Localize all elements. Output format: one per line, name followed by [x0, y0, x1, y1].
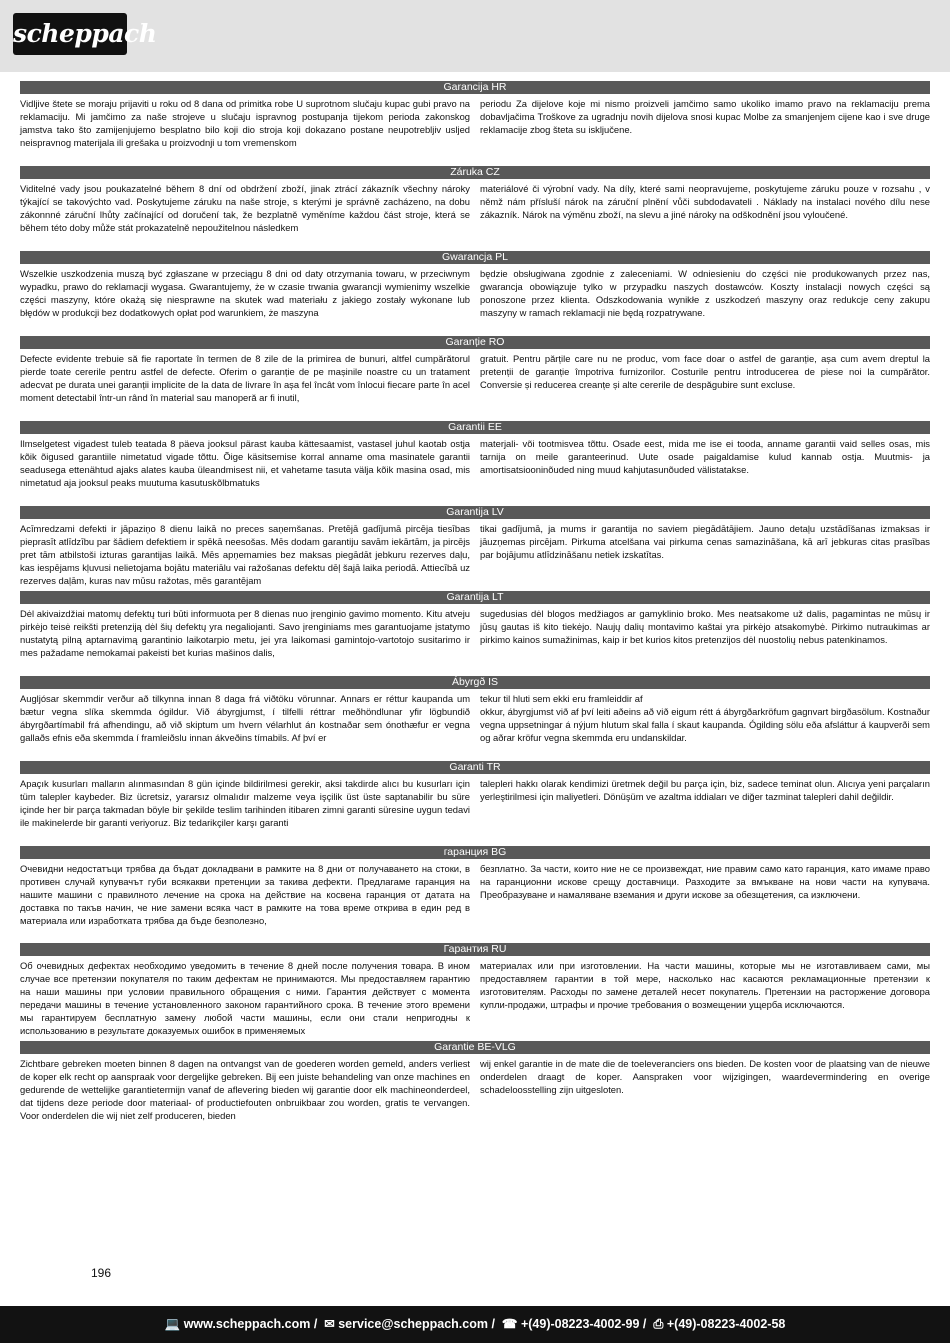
section-cz [20, 166, 930, 234]
section-text-right: będzie obsługiwana zgodnie z zaleceniami. W odniesieniu do części nie produkowanych przez nas, gwarancja obowiązuje tylko w przypadku naszych dostawców. Koszty instalacji nowych części są ponoszone przez klienta. Odszkodowania wynikłe z uszkodzeń maszyny oraz redukcje ceny zakupu maszyny w ramach reklamacji nie będą rozpatrywane. [480, 268, 930, 318]
section-ee [20, 421, 930, 489]
section-tr [20, 761, 930, 829]
fax-icon: ⎙ [653, 1317, 664, 1331]
section-ro [20, 336, 930, 404]
section-lt [20, 591, 930, 659]
section-ru [20, 943, 930, 1037]
section-title: Gwarancja PL [20, 251, 930, 264]
section-text-right: periodu Za dijelove koje mi nismo proizveli jamčimo samo ukoliko imamo pravo na reklamaciju prema dobavljačima Troškove za ugradnju novih dijelova snosi kupac Molbe za smanjenjem cijene kao i sve druge reklamacije zbog šteta su isključene. [480, 98, 930, 135]
section-title: Garantie BE-VLG [20, 1041, 930, 1054]
section-title: Ábyrgð IS [20, 676, 930, 689]
section-bg [20, 846, 930, 927]
section-text-left: Dėl akivaizdžiai matomų defektų turi būti informuota per 8 dienas nuo įrenginio gavimo momento. Kitu atveju pirkėjo teisė reikšti pretenziją dėl šių defektų yra negaliojanti. Savo įrenginiams mes garantuojame įstatymo nustatytą pilną aptarnavimą garantinio laikotarpio metu, jei yra laikomasi gamintojo-vartotojo susitarimo ir mes pažadame nemokamai pakeisti bet kurias mašinos dalis, [20, 608, 470, 658]
section-text-right: sugedusias dėl blogos medžiagos ar gamyklinio broko. Mes neatsakome už dalis, pagamintas ne mūsų ir jūsų gautas iš kito tiekėjo. Naujų dalių montavimo kaštai yra pirkėjo atsakomybė. Pirkimo nutraukimas ar pirkimo kainos sumažinimas, kaip ir bet kurios kitos pretenzijos dėl nuostolių nebus patenkinamos. [480, 608, 930, 645]
section-text-right: материалах или при изготовлении. На части машины, которые мы не изготавливаем сами, мы предоставляем гарантии в той мере, насколько нас касаются рекламационные претензии к изготовителям. Расходы по замене деталей несет покупатель. Претензии на расторжение договора купли-продажи, штрафы и прочие требования о возмещении ущерба исключаются. [480, 960, 930, 1010]
section-title: Garanție RO [20, 336, 930, 349]
section-title: Garantija LT [20, 591, 930, 604]
section-text-right: materiálové či výrobní vady. Na díly, které sami neopravujeme, poskytujeme záruku pouze v rozsahu , v němž nám přísluší nárok na záruční plnění vůči subdodavateli . Náklady na instalaci nového dílu nese zákazník. Nárok na výměnu zboží, na slevu a jiné nároky na odškodnění jsou vyloučené. [480, 183, 930, 220]
section-text-right: talepleri hakkı olarak kendimizi üretmek değil bu parça için, biz, sadece teminat olun. Alıcıya yeni parçaların yerleştirilmesi için maliyetleri. Dönüşüm ve azaltma iddiaları ve diğer tazminat talepleri dahil değildir. [480, 778, 930, 802]
section-text-right: tikai gadījumā, ja mums ir garantija no saviem piegādātājiem. Jauno detaļu uzstādīšanas izmaksas ir jāuzņemas pircējam. Pirkuma atcelšana vai pirkuma cenas samazināšana, kā arī jebkuras citas prasības par bojājumu atlīdzināšanu netiek izskatītas. [480, 523, 930, 560]
section-text-left: Очевидни недостатъци трябва да бъдат докладвани в рамките на 8 дни от получаването на стоки, в противен случай купувачът губи всякакви претенции за такива дефекти. Предлагаме гаранция на нашите машини с правилното лечение на срока на действие на косвена гаранция от датата на доставка по такъв начин, че ние замени всяка част в рамките на това време открива в един ред в материала или изработката трябва да бъде безполезно, [20, 863, 470, 926]
section-title: Гарантия RU [20, 943, 930, 956]
section-text-left: Ilmselgetest vigadest tuleb teatada 8 päeva jooksul pärast kauba kättesaamist, vastasel juhul kaotab ostja kõik õigused garantiile nimetatud vigade tõttu. Õige käsitsemise korral anname oma masinatele garantii seadusega ettenähtud ajaks alates kauba üleandmisest nii, et vahetame tasuta välja kõik masina osad, mis nimetatud aja jooksul peaks muutuma kasutuskõlbmatuks [20, 438, 470, 488]
envelope-icon: ✉ [324, 1317, 335, 1331]
page-number: 196 [91, 1266, 112, 1280]
scheppach-logo: scheppach [13, 13, 127, 55]
section-text-left: Viditelné vady jsou poukazatelné během 8 dní od obdržení zboží, jinak ztrácí zákazník všechny nároky týkající se takovýchto vad. Poskytujeme záruku na naše stroje, s kterými je správně zacházeno, na dobu zákonnné záruční lhůty začínající od doručení tak, že bezplatně vyměníme každou část stroje, která se během této doby může stát prokazatelně nepoužitelnou následkem [20, 183, 470, 233]
section-be-vlg [20, 1041, 930, 1122]
section-text-left: Acīmredzami defekti ir jāpaziņo 8 dienu laikā no preces saņemšanas. Pretējā gadījumā pircēja tiesības pieprasīt atlīdzību par šādiem defektiem ir spēkā neesošas. Mēs dodam garantiju savām iekārtām, ja pircējs pret tām atbilstoši izturas garantijas laikā. Mēs apņemamies bez maksas piegādāt jebkuru rezerves daļu, kas iespējams kļuvusi nelietojama bojātu materiālu vai ražošanas defektu dēļ šajā laika periodā. Attiecībā uz rezerves daļām, kuras nav mūsu ražotas, mēs garantējam [20, 523, 470, 586]
section-text-left: Zichtbare gebreken moeten binnen 8 dagen na ontvangst van de goederen worden gemeld, anders verliest de koper elk recht op aanspraak voor dergelijke gebreken. Bij een juiste behandeling van onze machines en gedurende de wettelijke garantietermijn vanaf de aflevering bieden wij garantie door elk machineonderdeel, dat tijdens deze periode door materiaal- of productiefouten onbruikbaar zou worden, gratis te vervangen. Voor onderdelen die wij niet zelf produceren, bieden [20, 1058, 470, 1121]
phone-icon: ☎ [501, 1317, 518, 1331]
section-text-right: tekur til hluti sem ekki eru framleiddir af okkur, ábyrgjumst við af því leiti aðeins að við eigum rétt á ábyrgðarkröfum gagnvart birgðasölum. Kostnaður vegna uppsetningar á nýjum hlutum skal falla í skaut kaupanda. Ógilding sölu eða afsláttur á kaupverði sem og aðrar kröfur vegna skemmda eru undanskildar. [480, 693, 930, 743]
section-title: Garanti TR [20, 761, 930, 774]
computer-icon: 💻 [164, 1317, 181, 1331]
separator: / [310, 1317, 321, 1331]
section-lv [20, 506, 930, 587]
email-link[interactable]: service@scheppach.com [338, 1317, 488, 1331]
section-hr [20, 81, 930, 149]
separator: / [487, 1317, 499, 1331]
section-title: Garantii EE [20, 421, 930, 434]
website-link[interactable]: www.scheppach.com [183, 1317, 311, 1331]
page-footer [0, 1306, 950, 1343]
section-title: Garancija HR [20, 81, 930, 94]
section-text-right: materjali- või tootmisvea tõttu. Osade eest, mida me ise ei tooda, anname garantii vaid selles osas, mis tarnija on meile garanteerinud. Uute osade paigaldamise kulud kannab ostja. Muutmis- ja amortisatsiooninõuded ning muud kahjutasunõuded välistatakse. [480, 438, 930, 475]
section-text-left: Об очевидных дефектах необходимо уведомить в течение 8 дней после получения товара. В ином случае все претензии покупателя по таким дефектам не принимаются. Мы предоставляем гарантию на наши машины при условии правильного обращения с ними. Гарантия действует с момента передачи машины в течение установленного законом гарантийного срока. В течение этого времени мы гарантируем бесплатную замену любой части машины, если они стали непригодны к использованию в результате доказуемых ошибок в применяемых [20, 960, 470, 1036]
section-title: Garantija LV [20, 506, 930, 519]
section-title: гаранция BG [20, 846, 930, 859]
section-is [20, 676, 930, 744]
section-text-right: wij enkel garantie in de mate die de toeleveranciers ons bieden. De kosten voor de plaatsing van de nieuwe onderdelen draagt de koper. Aanspraken voor wijzigingen, waardevermindering en overige schadeloosstelling zijn uitgesloten. [480, 1058, 930, 1095]
section-text-right: gratuit. Pentru părțile care nu ne produc, vom face doar o astfel de garanție, așa cum avem dreptul la pretenții de garanție împotriva furnizorilor. Costurile pentru introducerea de piese noi la cumpărător. Conversie și reducerea creanțe și alte cererile de despăgubire sunt excluse. [480, 353, 930, 390]
section-pl [20, 251, 930, 319]
section-text-left: Apaçık kusurları malların alınmasından 8 gün içinde bildirilmesi gerekir, aksi takdirde alıcı bu kusurları için tüm talepler kaybeder. Biz ücretsiz, yararsız olmalıdır malzeme veya işçilik üst üste saptanabilir bu süre içinde her bir parça takmadan böyle bir şekilde teslim tarihinden itibaren zimni garanti süresine uygun tedavi ile makinelerde bir garanti veriyoruz. Biz tedarikçiler karşı garanti [20, 778, 470, 828]
page-header [0, 0, 950, 72]
section-text-right: безплатно. За части, които ние не се произвеждат, ние правим само като гаранция, като имаме право на гаранционни искове срещу доставчици. Разходите за вмъкване на нови части на купувача. Преобразуване и намаляване вземания и други искове за обезщетения, са изключени. [480, 863, 930, 900]
separator: / [639, 1317, 650, 1331]
section-text-left: Defecte evidente trebuie să fie raportate în termen de 8 zile de la primirea de bunuri, altfel cumpărătorul pierde toate cererile pentru astfel de defecte. Oferim o garanție de pe mașinile noastre cu un tratament adecvat pe durata unei garanții implicite de la data de livrare în așa fel încât vom înlocui fiecare parte în acel moment detectabil într-un rând în material sau manoperă ar fi inutil, [20, 353, 470, 403]
section-text-left: Vidljive štete se moraju prijaviti u roku od 8 dana od primitka robe U suprotnom slučaju kupac gubi pravo na reklamaciju. Mi jamčimo za naše strojeve u slučaju ispravnog postupanja tijekom perioda zakonskog jamstva tako što zamijenjujemo besplatno bilo koji dio stroja koji dokazano postane neupotrebljiv usljed neispravnog materijala ili grešaka u proizvodnji u tom vremenskom [20, 98, 470, 148]
section-text-left: Augljósar skemmdir verður að tilkynna innan 8 daga frá viðtöku vörunnar. Annars er réttur kaupanda um bætur vegna slíka skemmda ógildur. Við ábyrgjumst, í tilfelli réttrar meðhöndlunar yfir lögbundið ábyrgðartímabil frá afhendingu, að við skiptum um hvern vélarhlut án kostnaðar sem ónothæfur er vegna gallaðs efnis eða skemmda í framleiðslu innan ákveðins tímabils. Af því er [20, 693, 470, 743]
section-title: Záruka CZ [20, 166, 930, 179]
phone-number: +(49)-08223-4002-99 [520, 1317, 640, 1331]
fax-number: +(49)-08223-4002-58 [666, 1317, 786, 1331]
section-text-left: Wszelkie uszkodzenia muszą być zgłaszane w przeciągu 8 dni od daty otrzymania towaru, w przeciwnym wypadku, prawo do reklamacji wygasa. Gwarantujemy, że w czasie trwania gwarancji wymienimy wszelkie części maszyny, które okażą się niesprawne na skutek wad materiału z jakiego zostały wykonane lub błędów w produkcji bez dodatkowych opłat pod warunkiem, że maszyna [20, 268, 470, 318]
